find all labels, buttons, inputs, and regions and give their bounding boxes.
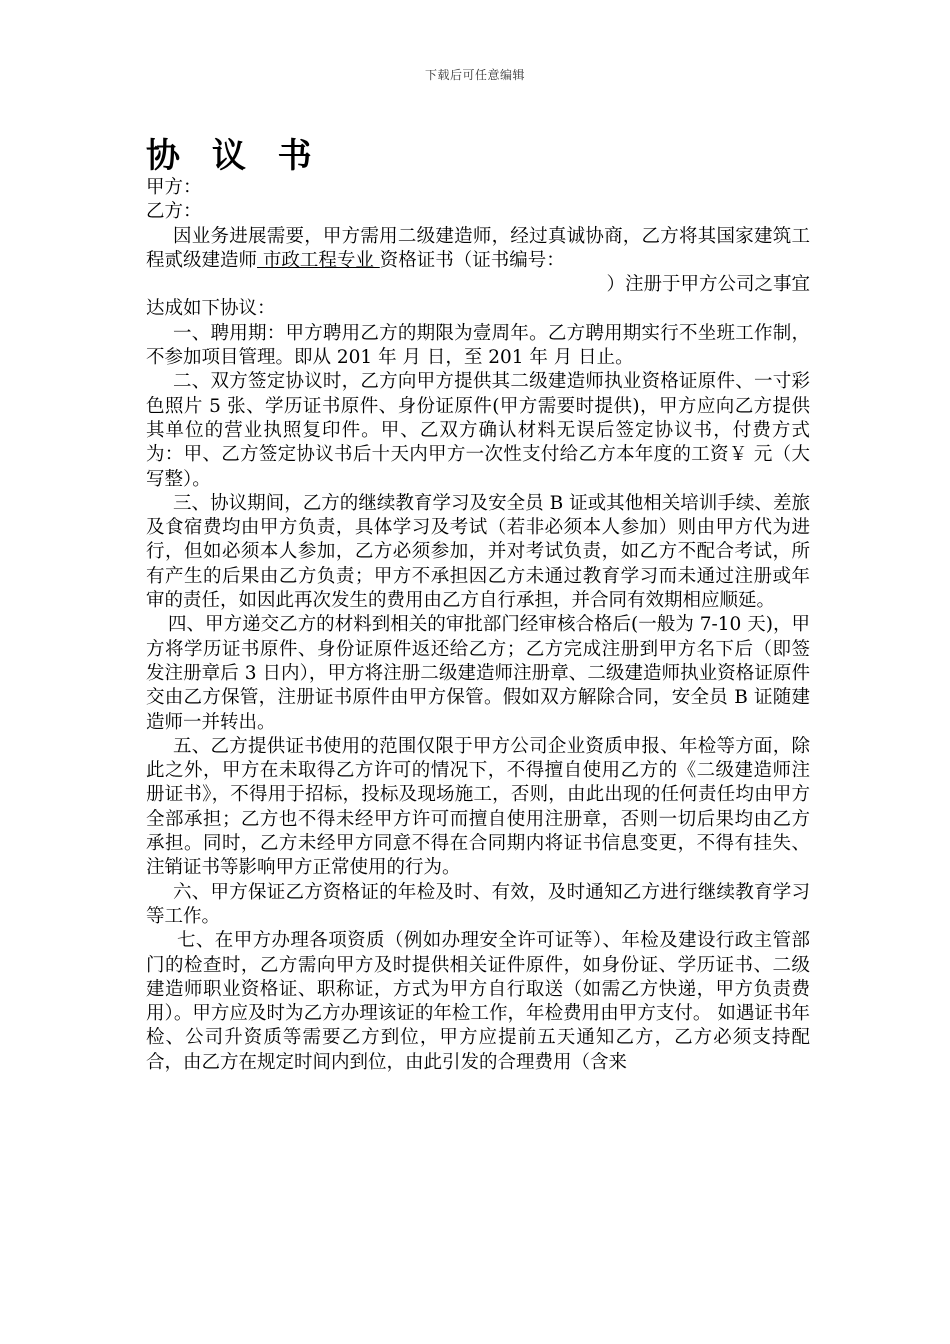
clause-3: 三、协议期间，乙方的继续教育学习及安全员 B 证或其他相关培训手续、差旅及食宿费均由甲方负责，具体学习及考试（若非必须本人参加）则由甲方代为进行，但如必须本人参加，乙方必须参加，并对考试负责，如乙方不配合考试，所有产生的后果由乙方负责；甲方不承担因乙方未通过教育学习而未通过注册或年审的责任，如因此再次发生的费用由乙方自行承担，并合同有效期相应顺延。 [146,492,810,612]
clause-5: 五、乙方提供证书使用的范围仅限于甲方公司企业资质申报、年检等方面，除此之外，甲方在未取得乙方许可的情况下，不得擅自使用乙方的《二级建造师注册证书》，不得用于招标，投标及现场施工，否则，由此出现的任何责任均由甲方全部承担；乙方也不得未经甲方许可而擅自使用注册章，否则一切后果均由乙方承担。同时，乙方未经甲方同意不得在合同期内将证书信息变更，不得有挂失、注销证书等影响甲方正常使用的行为。 [146,735,810,879]
clause-4: 四、甲方递交乙方的材料到相关的审批部门经审核合格后(一般为 7-10 天)，甲方将学历证书原件、身份证原件返还给乙方；乙方完成注册到甲方名下后（即签发注册章后 3 日内），甲方将注册二级建造师注册章、二级建造师执业资格证原件交由乙方保管，注册证书原件由甲方保管。假如双方解除合同，安全员 B 证随建造师一并转出。 [146,614,810,733]
intro-specialty: 市政工程专业 [257,249,380,271]
document-body [146,176,810,1075]
page-header-note: 下载后可任意编辑 [424,68,525,82]
intro-text-1: 因业务进展需要，甲方需用二级建造师，经过真诚协商，乙方将其国家建筑工程贰级建造师 [146,225,810,271]
clause-2: 二、双方签定协议时，乙方向甲方提供其二级建造师执业资格证原件、一寸彩色照片 5 张、学历证书原件、身份证原件(甲方需要时提供)，甲方应向乙方提供其单位的营业执照复印件。甲、乙双方确认材料无误后签定协议书，付费方式为：甲、乙方签定协议书后十天内甲方一次性支付给乙方本年度的工资￥ 元（大写整）。 [146,371,810,490]
intro-paragraph [146,225,810,298]
intro-text-3: ）注册于甲方公司之事宜 [606,274,810,296]
party-b-line: 乙方： [146,201,202,223]
document-title: 协 议 书 [146,136,322,176]
clause-6: 六、甲方保证乙方资格证的年检及时、有效，及时通知乙方进行继续教育学习等工作。 [146,881,810,927]
clause-1: 一、聘用期：甲方聘用乙方的期限为壹周年。乙方聘用期实行不坐班工作制，不参加项目管理。即从 201 年 月 日，至 201 年 月 日止。 [146,322,810,369]
intro-text-2: 资格证书（证书编号： [379,249,565,271]
intro-agreement-line: 达成如下协议： [146,298,276,320]
party-a-line: 甲方： [146,177,202,198]
clause-7: 七、在甲方办理各项资质（例如办理安全许可证等）、年检及建设行政主管部门的检查时，乙方需向甲方及时提供相关证件原件，如身份证、学历证书、二级建造师职业资格证、职称证，方式为甲方自行取送（如需乙方快递，甲方负责费用）。甲方应及时为乙方办理该证的年检工作，年检费用由甲方支付。 如遇证书年检、公司升资质等需要乙方到位，甲方应提前五天通知乙方，乙方必须支持配合，由乙方在规定时间内到位，由此引发的合理费用（含来 [146,930,810,1073]
